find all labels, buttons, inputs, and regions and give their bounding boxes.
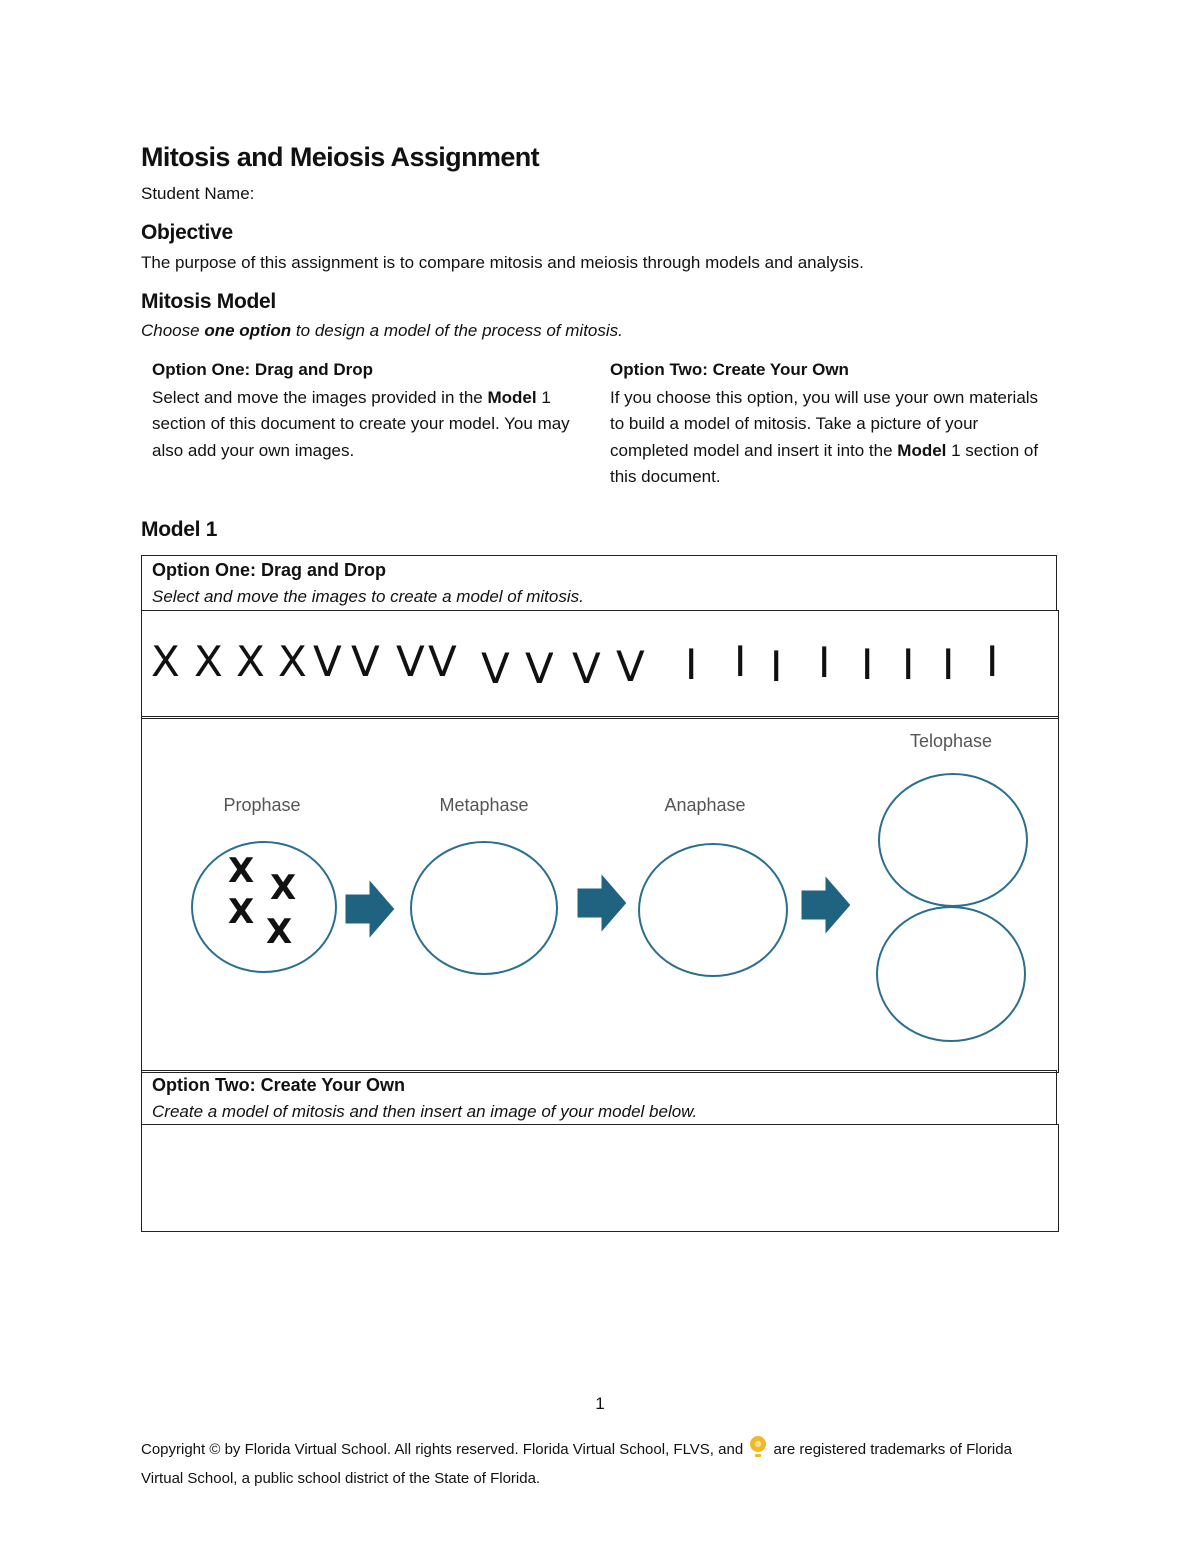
- drag-pieces-cell: [141, 610, 1059, 719]
- piece-x-4[interactable]: X: [278, 637, 307, 686]
- prophase-chromosome-1[interactable]: X: [228, 851, 255, 891]
- instruction-pre: Choose: [141, 321, 205, 340]
- prophase-chromosome-4[interactable]: X: [266, 912, 293, 952]
- option-two-text-post: 1 section of this document.: [610, 440, 1039, 486]
- prophase-chromosome-2[interactable]: X: [270, 868, 297, 908]
- piece-v-5[interactable]: V: [481, 644, 510, 693]
- anaphase-label: Anaphase: [664, 795, 746, 815]
- flvs-logo-icon: [748, 1436, 768, 1466]
- drag-drop-title: Option One: Drag and Drop: [152, 560, 386, 580]
- prophase-label: Prophase: [223, 795, 301, 815]
- piece-v-8[interactable]: V: [616, 642, 645, 691]
- piece-x-1[interactable]: X: [151, 637, 180, 686]
- telophase-cell-bottom[interactable]: [876, 906, 1026, 1042]
- footer-text-after-logo: are registered trademarks of Florida Virtual School, a public school district of the State of Florida.: [141, 1441, 1012, 1487]
- piece-i-4[interactable]: I: [818, 638, 831, 687]
- piece-i-3[interactable]: I: [770, 642, 783, 691]
- instruction-bold: one option: [204, 321, 292, 340]
- telophase-label: Telophase: [909, 731, 993, 751]
- piece-i-6[interactable]: I: [902, 640, 915, 689]
- option-two-description: [610, 357, 1040, 491]
- option-one-text-pre: Select and move the images provided in the: [152, 387, 488, 407]
- option-two-model-bold: Model: [897, 440, 947, 460]
- piece-v-7[interactable]: V: [572, 644, 601, 693]
- mitosis-diagram-cell: [141, 716, 1059, 1073]
- objective-heading: Objective: [141, 221, 233, 244]
- prophase-chromosome-3[interactable]: X: [228, 892, 255, 932]
- piece-v-6[interactable]: V: [525, 644, 554, 693]
- piece-x-3[interactable]: X: [236, 637, 265, 686]
- option-one-text-post: 1 section of this document to create your model. You may also add your own images.: [152, 387, 570, 460]
- page-title: Mitosis and Meiosis Assignment: [141, 142, 540, 172]
- mitosis-instruction: [141, 321, 623, 341]
- footer-text-before-logo: Copyright © by Florida Virtual School. All rights reserved. Florida Virtual School, FLVS, and: [141, 1441, 748, 1458]
- page-number: 1: [595, 1394, 605, 1413]
- option-one-model-bold: Model: [487, 387, 537, 407]
- student-name-label: Student Name:: [141, 184, 255, 203]
- arrow-icon: [575, 873, 629, 933]
- model1-heading: Model 1: [141, 518, 218, 541]
- drag-drop-subtitle: Select and move the images to create a model of mitosis.: [152, 587, 584, 606]
- piece-i-2[interactable]: I: [734, 637, 747, 686]
- create-own-subtitle: Create a model of mitosis and then insert an image of your model below.: [152, 1102, 698, 1121]
- option-two-text-pre: If you choose this option, you will use your own materials to build a model of mitosis. Take a picture of your completed model and insert it into the: [610, 387, 1039, 460]
- option-one-description: [152, 357, 592, 464]
- create-own-title: Option Two: Create Your Own: [152, 1075, 406, 1095]
- piece-v-1[interactable]: V: [313, 637, 342, 686]
- option-two-title: Option Two: Create Your Own: [610, 360, 849, 379]
- option-one-title: Option One: Drag and Drop: [152, 360, 373, 379]
- copyright-footer: [141, 1436, 1041, 1491]
- piece-i-8[interactable]: I: [986, 637, 999, 686]
- piece-v-3[interactable]: V: [396, 637, 425, 686]
- create-own-header-cell: [141, 1070, 1057, 1125]
- piece-i-7[interactable]: I: [942, 640, 955, 689]
- piece-i-5[interactable]: I: [861, 640, 874, 689]
- prophase-cell[interactable]: [191, 841, 337, 973]
- mitosis-model-heading: Mitosis Model: [141, 290, 276, 313]
- metaphase-label: Metaphase: [439, 795, 529, 815]
- instruction-post: to design a model of the process of mitosis.: [291, 321, 623, 340]
- model-image-placeholder[interactable]: [141, 1124, 1059, 1232]
- piece-v-4[interactable]: V: [428, 637, 457, 686]
- drag-drop-header-cell: [141, 555, 1057, 611]
- arrow-icon: [343, 879, 397, 939]
- telophase-cell-top[interactable]: [878, 773, 1028, 907]
- piece-x-2[interactable]: X: [194, 637, 223, 686]
- arrow-icon: [799, 875, 853, 935]
- option-one-text: [152, 385, 592, 465]
- model1-table: [141, 555, 1059, 1231]
- objective-text: The purpose of this assignment is to compare mitosis and meiosis through models and analysis.: [141, 253, 864, 272]
- piece-i-1[interactable]: I: [685, 640, 698, 689]
- metaphase-cell[interactable]: [410, 841, 558, 975]
- anaphase-cell[interactable]: [638, 843, 788, 977]
- piece-v-2[interactable]: V: [351, 637, 380, 686]
- option-two-text: [610, 385, 1040, 491]
